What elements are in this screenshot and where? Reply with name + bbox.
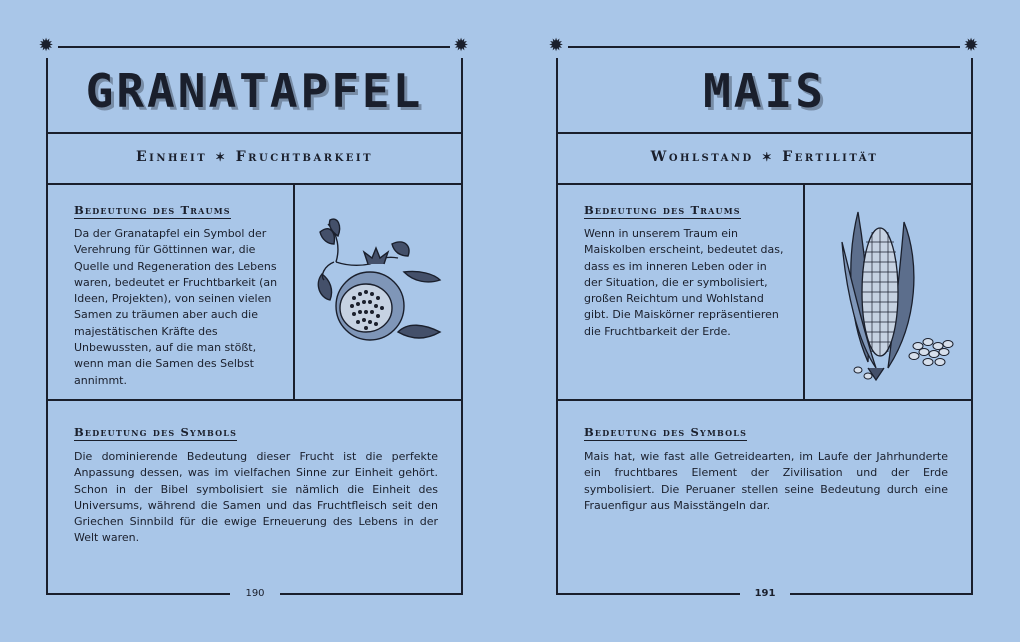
star-ornament-icon: ✹ xyxy=(548,35,564,56)
keyword: Fertilität xyxy=(782,149,879,165)
footer-rule xyxy=(46,593,230,595)
dream-heading: Bedeutung des Traums xyxy=(584,203,741,217)
top-rule xyxy=(568,46,960,48)
footer-rule xyxy=(556,593,740,595)
separator-icon: ✶ xyxy=(215,150,228,164)
keyword: Fruchtbarkeit xyxy=(235,149,374,165)
page-number: 190 xyxy=(245,588,265,599)
keyword: Wohlstand xyxy=(650,149,754,165)
keywords xyxy=(558,149,971,165)
divider xyxy=(556,183,973,185)
top-rule xyxy=(58,46,450,48)
page-title: MAIS xyxy=(703,64,826,118)
divider xyxy=(46,183,463,185)
keywords xyxy=(48,149,461,165)
separator-icon: ✶ xyxy=(761,150,775,164)
star-ornament-icon: ✹ xyxy=(38,35,54,56)
symbol-heading: Bedeutung des Symbols xyxy=(584,425,748,439)
dream-text: Wenn in unserem Traum ein Maiskolben erscheint, bedeutet das, dass es im inneren Leben oder in der Situation, die er symbolisiert, großen Reichtum und Wohlstand gibt. Die Maiskörner repräsentieren die Fruchtbarkeit der Erde. xyxy=(584,227,784,338)
divider xyxy=(556,399,973,401)
page-title: GRANATAPFEL xyxy=(85,64,424,118)
divider xyxy=(803,183,805,400)
page-number: 191 xyxy=(754,588,776,599)
dream-text: Da der Granatapfel ein Symbol der Verehrung für Göttinnen war, die Quelle und Regeneration des Lebens waren, bedeutet er Fruchtbarkeit (an Ideen, Projekten), von seinen vielen Samen zu träumen aber auch die majestätischen Kräfte des Unbewussten, auf die man stößt, wenn man die Samen des Selbst annimmt. xyxy=(74,227,278,387)
footer-rule xyxy=(790,593,973,595)
symbol-text: Mais hat, wie fast alle Getreidearten, im Laufe der Jahrhunderte ein fruchtbares Element der Zivilisation und der Erde symbolisiert. Die Peruaner stellen seine Bedeutung durch eine Frauenfigur aus Maisstängeln dar. xyxy=(584,450,948,512)
keyword: Einheit xyxy=(135,149,208,165)
divider xyxy=(46,132,463,134)
star-ornament-icon: ✹ xyxy=(963,35,979,56)
dream-heading: Bedeutung des Traums xyxy=(74,203,231,217)
symbol-text: Die dominierende Bedeutung dieser Frucht ist die perfekte Anpassung dessen, was im vielfachen Sinne zur Einheit gehört. Schon in der Bibel symbolisiert sie nämlich die Einheit des Universums, während die Samen und das Fruchtfleisch seit den Griechen Sinnbild für die ewige Erneuerung des Lebens in der Welt waren. xyxy=(74,450,438,545)
divider xyxy=(556,132,973,134)
pomegranate-illustration xyxy=(308,214,448,354)
corn-illustration xyxy=(828,202,958,382)
symbol-heading: Bedeutung des Symbols xyxy=(74,425,238,439)
footer-rule xyxy=(280,593,463,595)
right-page xyxy=(510,0,1020,642)
divider xyxy=(293,183,295,400)
divider xyxy=(46,399,463,401)
star-ornament-icon: ✹ xyxy=(453,35,469,56)
